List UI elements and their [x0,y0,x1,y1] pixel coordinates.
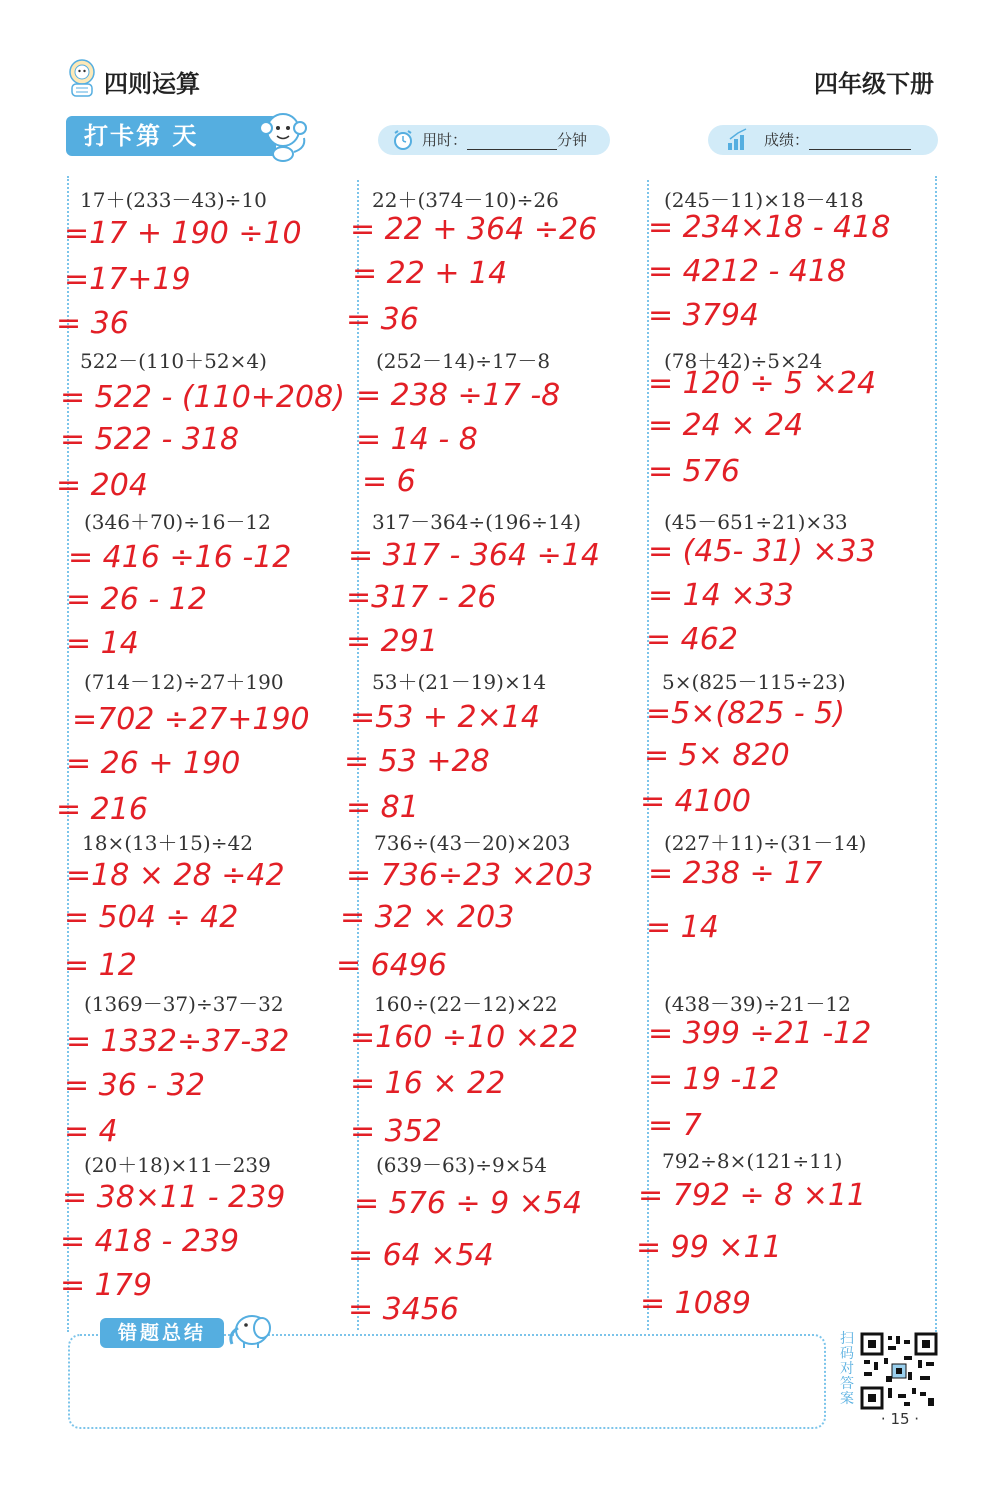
solution-step: = 99 ×11 [636,1230,782,1265]
solution-step: = 22 + 364 ÷26 [350,212,598,247]
solution-step: = 19 -12 [648,1062,780,1097]
problem-expression: (1369－37)÷37－32 [84,992,284,1016]
lion-mascot-icon [64,58,100,98]
solution-step: = 6 [362,464,416,499]
solution-step: = 179 [60,1268,152,1303]
solution-step: = 792 ÷ 8 ×11 [638,1178,867,1213]
solution-step: = 576 ÷ 9 ×54 [354,1186,583,1221]
problem-expression: (346＋70)÷16－12 [84,510,271,534]
problem-expression: 736÷(43－20)×203 [374,831,571,855]
solution-step: = 418 - 239 [60,1224,240,1259]
solution-step: = 4212 - 418 [648,254,847,289]
solution-step: = 576 [648,454,740,489]
checkin-day-banner: 打卡第 天 [66,116,276,156]
solution-step: = 64 ×54 [348,1238,494,1273]
solution-step: = 3794 [648,298,760,333]
solution-step: = 16 × 22 [350,1066,506,1101]
solution-step: = 1332÷37-32 [66,1024,290,1059]
solution-step: = 522 - (110+208) [60,380,345,415]
solution-step: = 6496 [336,948,448,983]
solution-step: = 4 [64,1114,118,1149]
problem-expression: 17＋(233－43)÷10 [80,188,267,212]
solution-step: =5×(825 - 5) [646,696,846,731]
solution-step: = 204 [56,468,148,503]
solution-step: = 26 + 190 [66,746,241,781]
problem-expression: (78＋42)÷5×24 [664,349,823,373]
solution-step: = 12 [64,948,137,983]
solution-step: = 462 [646,622,738,657]
problem-expression: (438－39)÷21－12 [664,992,851,1016]
solution-step: =53 + 2×14 [350,700,540,735]
solution-step: = 416 ÷16 -12 [68,540,292,575]
time-blank[interactable] [467,131,557,150]
alarm-clock-icon [392,129,414,151]
problem-expression: 53＋(21－19)×14 [372,670,547,694]
problem-expression: (252－14)÷17－8 [376,349,551,373]
solution-step: = 14 [646,910,719,945]
problem-expression: 22＋(374－10)÷26 [372,188,559,212]
solution-step: = 736÷23 ×203 [346,858,594,893]
solution-step: = 1089 [640,1286,752,1321]
solution-step: = 24 × 24 [648,408,804,443]
solution-step: = 36 [346,302,419,337]
problem-expression: (45－651÷21)×33 [664,510,848,534]
problem-expression: (20＋18)×11－239 [84,1153,271,1177]
solution-step: = 53 +28 [344,744,490,779]
problem-expression: (227＋11)÷(31－14) [664,831,867,855]
score-blank[interactable] [809,131,911,150]
problem-expression: 5×(825－115÷23) [662,670,846,694]
solution-step: =18 × 28 ÷42 [66,858,285,893]
problem-expression: (714－12)÷27＋190 [84,670,284,694]
solution-step: = 352 [350,1114,442,1149]
solution-step: = 238 ÷ 17 [648,856,823,891]
solution-step: =17+19 [64,262,191,297]
solution-step: =160 ÷10 ×22 [350,1020,579,1055]
solution-step: = 291 [346,624,438,659]
problem-expression: (639－63)÷9×54 [376,1153,547,1177]
score-label: 成绩： [764,131,810,149]
problem-expression: 792÷8×(121÷11) [662,1149,843,1173]
solution-step: = 36 - 32 [64,1068,205,1103]
solution-step: = 522 - 318 [60,422,240,457]
scan-answer-label: 扫码对答案 [840,1331,854,1407]
solution-step: = 234×18 - 418 [648,210,891,245]
time-unit: 分钟 [557,131,588,149]
problem-expression: 317－364÷(196÷14) [372,510,582,534]
qr-code-icon[interactable] [860,1332,938,1410]
problem-expression: 18×(13＋15)÷42 [82,831,253,855]
solution-step: =17 + 190 ÷10 [64,216,302,251]
solution-step: = 5× 820 [644,738,790,773]
section-title: 四则运算 [104,70,200,98]
monkey-mascot-icon [254,108,312,162]
solution-step: = 7 [648,1108,702,1143]
solution-step: = 14 [66,626,139,661]
grade-label: 四年级下册 [814,70,934,98]
solution-step: = 36 [56,306,129,341]
page-number: · 15 · [880,1410,920,1428]
problem-expression: 160÷(22－12)×22 [374,992,558,1016]
solution-step: = 504 ÷ 42 [64,900,239,935]
solution-step: = 238 ÷17 -8 [356,378,561,413]
mistake-summary-area[interactable] [68,1334,826,1429]
solution-step: = 14 - 8 [356,422,478,457]
solution-step: = 14 ×33 [648,578,794,613]
solution-step: =702 ÷27+190 [72,702,310,737]
solution-step: = 216 [56,792,148,827]
solution-step: = 26 - 12 [66,582,207,617]
solution-step: = 38×11 - 239 [62,1180,286,1215]
solution-step: = 81 [346,790,419,825]
solution-step: = 317 - 364 ÷14 [348,538,600,573]
elephant-mascot-icon [222,1310,276,1350]
bar-chart-icon [726,127,750,151]
solution-step: = 4100 [640,784,752,819]
problem-expression: (245－11)×18－418 [664,188,864,212]
solution-step: = 3456 [348,1292,460,1327]
solution-step: = 399 ÷21 -12 [648,1016,872,1051]
solution-step: =317 - 26 [346,580,497,615]
solution-step: = 22 + 14 [352,256,508,291]
solution-step: = (45- 31) ×33 [648,534,876,569]
solution-step: = 32 × 203 [340,900,515,935]
problem-expression: 522－(110＋52×4) [80,349,267,373]
mistake-summary-label: 错题总结 [100,1318,224,1348]
solution-step: = 120 ÷ 5 ×24 [648,366,877,401]
time-label: 用时： [422,131,468,149]
